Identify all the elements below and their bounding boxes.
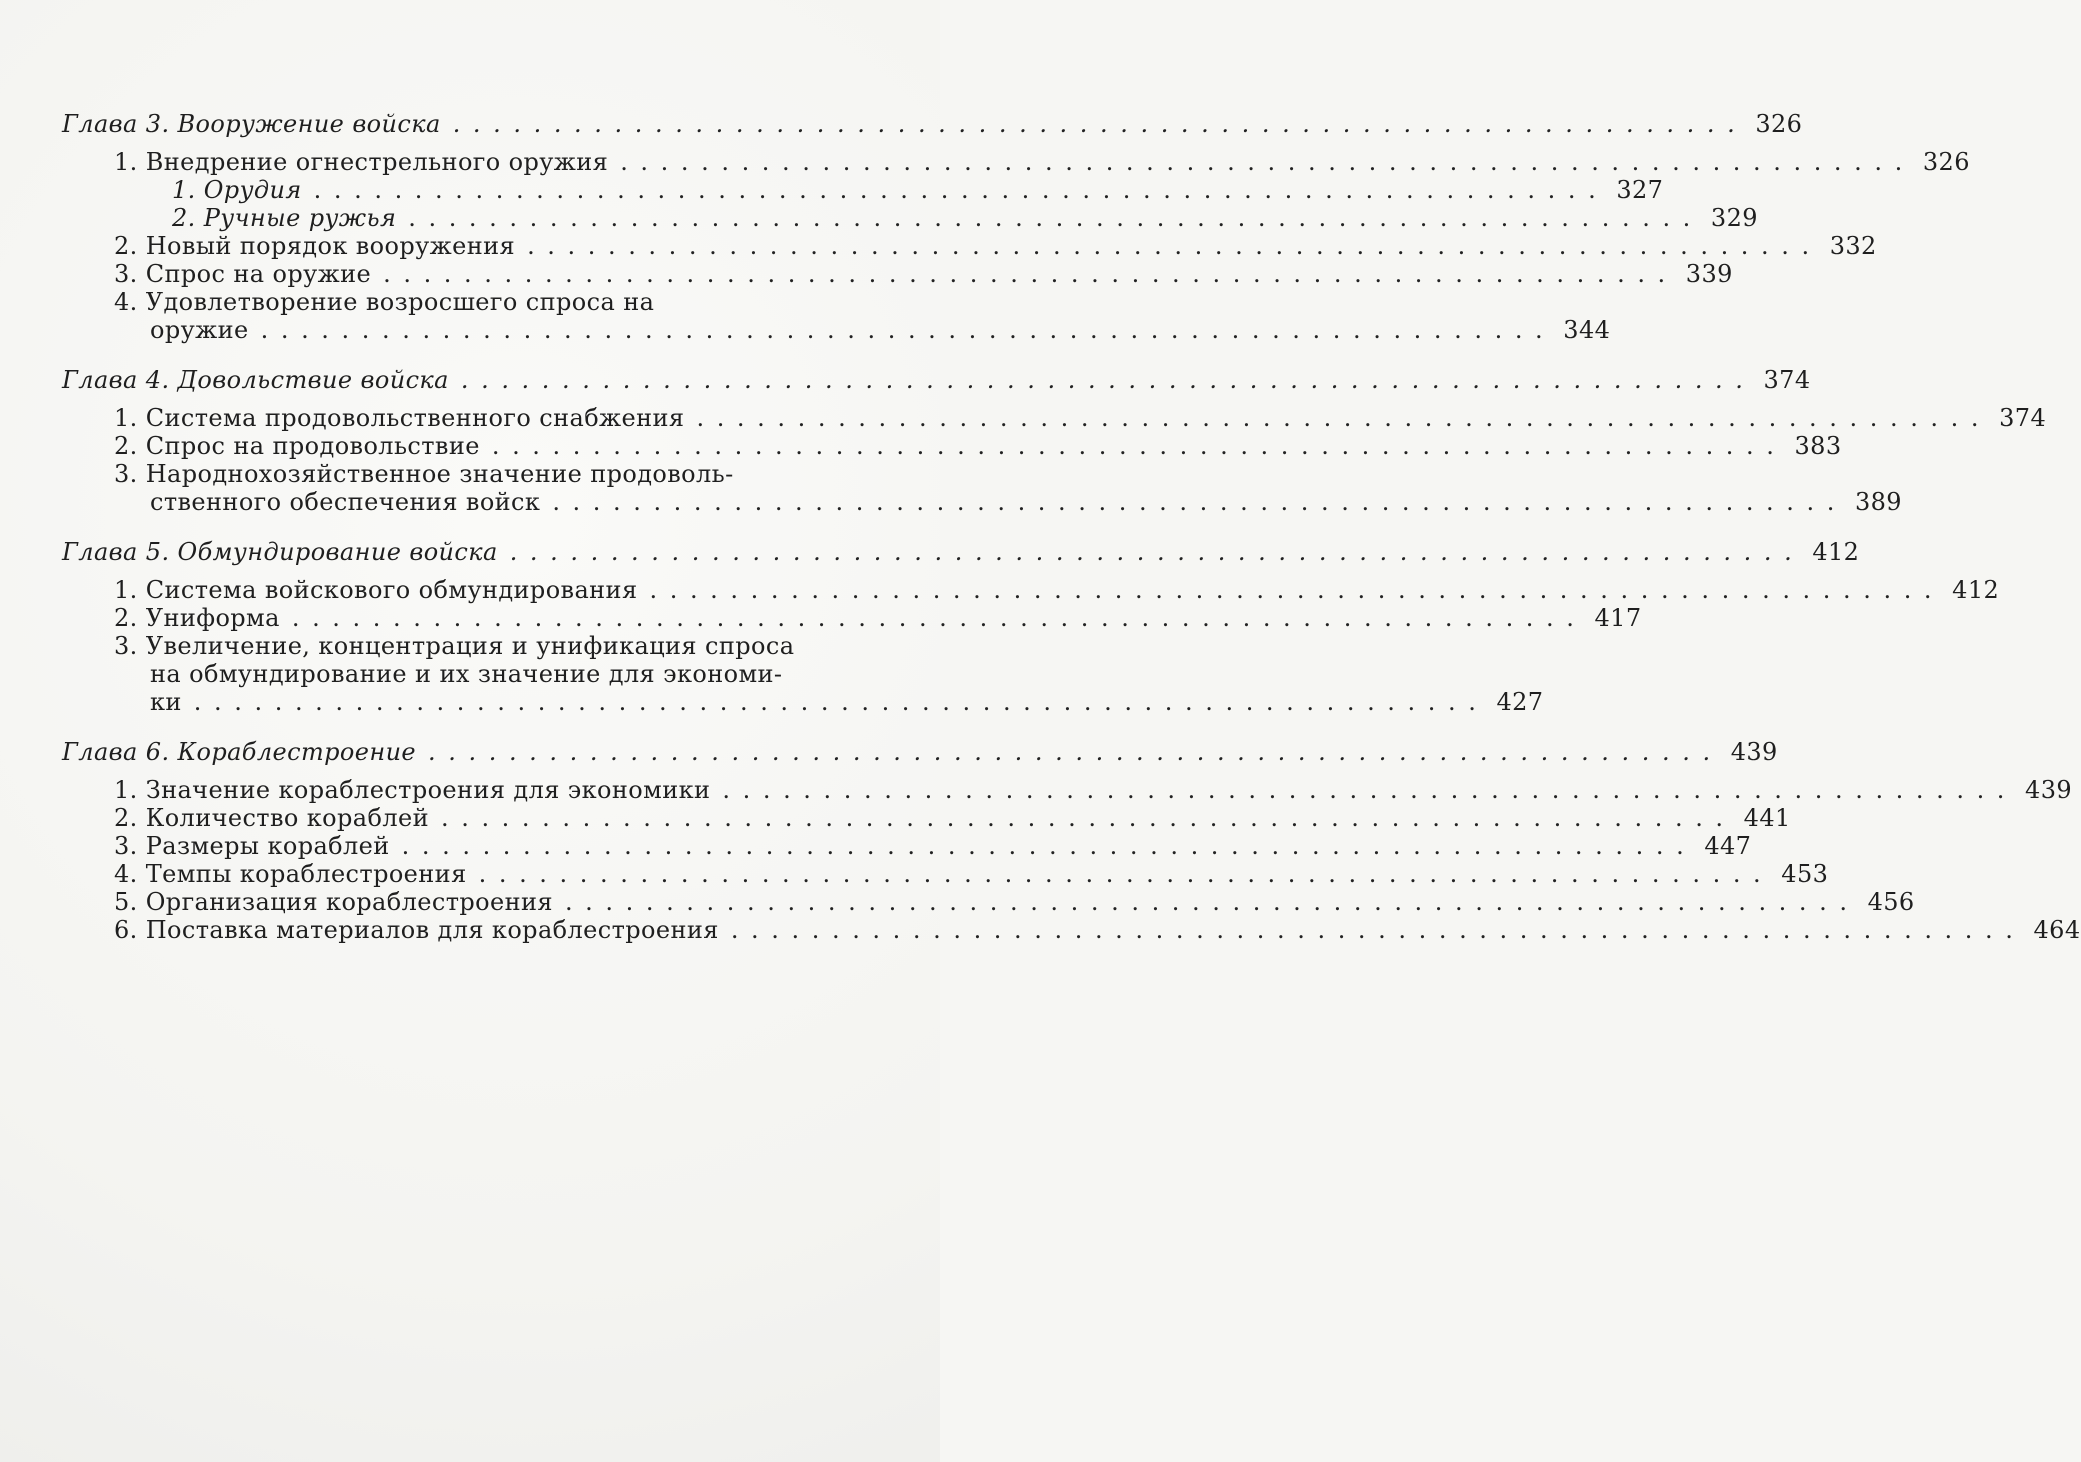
toc-item[interactable] (114, 860, 1829, 888)
item-title: 1. Система войскового обмундирования (114, 576, 638, 604)
toc-subitem[interactable] (172, 176, 1664, 204)
leader-dots: ................................................................ (620, 148, 1915, 176)
toc-item-line[interactable]: 3. Народнохозяйственное значение продоволь- (114, 460, 734, 488)
page-number: 344 (1563, 316, 1611, 344)
leader-dots: ................................................................ (478, 860, 1774, 888)
leader-dots: ................................................................ (730, 916, 2026, 944)
leader-dots: ................................................................ (552, 488, 1847, 516)
chapter-title: Глава 5. Обмундирование войска (62, 538, 498, 566)
page-number: 464 (2033, 916, 2081, 944)
page-number: 327 (1616, 176, 1664, 204)
toc-item[interactable] (114, 432, 1842, 460)
toc-subitem[interactable] (172, 204, 1758, 232)
page-number: 339 (1685, 260, 1733, 288)
leader-dots: ................................................................ (722, 776, 2018, 804)
toc-item[interactable] (114, 576, 2000, 604)
leader-dots: ................................................................ (452, 110, 1748, 138)
leader-dots: ................................................................ (291, 604, 1587, 632)
item-title: 5. Организация кораблестроения (114, 888, 553, 916)
page-number: 329 (1710, 204, 1758, 232)
leader-dots: ................................................................ (193, 688, 1489, 716)
item-title: ки (150, 688, 182, 716)
toc-item[interactable] (114, 148, 1970, 176)
toc-chapter-4[interactable] (62, 366, 1811, 394)
toc-item-line[interactable]: 3. Увеличение, концентрация и унификация спроса (114, 632, 795, 660)
toc-item[interactable] (150, 316, 1611, 344)
page-number: 326 (1755, 110, 1803, 138)
toc-item[interactable] (114, 260, 1733, 288)
item-title: 3. Спрос на оружие (114, 260, 372, 288)
toc-chapter-5[interactable] (62, 538, 1860, 566)
leader-dots: ................................................................ (428, 738, 1723, 766)
item-title: оружие (150, 316, 249, 344)
toc-item[interactable] (114, 832, 1752, 860)
page-number: 383 (1794, 432, 1842, 460)
toc-item[interactable] (150, 488, 1902, 516)
page-number: 439 (1730, 738, 1778, 766)
page-number: 456 (1867, 888, 1915, 916)
page-number: 326 (1922, 148, 1970, 176)
toc-item[interactable] (114, 604, 1642, 632)
page-number: 417 (1594, 604, 1642, 632)
page-number: 412 (1952, 576, 2000, 604)
toc-item-line[interactable]: 4. Удовлетворение возросшего спроса на (114, 288, 655, 316)
toc-item[interactable] (114, 888, 1915, 916)
item-title: 2. Униформа (114, 604, 280, 632)
item-title: 4. Темпы кораблестроения (114, 860, 467, 888)
page-number: 453 (1781, 860, 1829, 888)
page-number: 374 (1999, 404, 2047, 432)
leader-dots: ................................................................ (313, 176, 1609, 204)
leader-dots: ................................................................ (649, 576, 1945, 604)
leader-dots: ................................................................ (696, 404, 1992, 432)
item-title: 1. Система продовольственного снабжения (114, 404, 685, 432)
page-number: 412 (1812, 538, 1860, 566)
leader-dots: ................................................................ (509, 538, 1805, 566)
item-title: 1. Орудия (172, 176, 302, 204)
toc-item[interactable] (114, 232, 1877, 260)
toc-item[interactable] (114, 916, 2081, 944)
chapter-title: Глава 6. Кораблестроение (62, 738, 417, 766)
item-title: ственного обеспечения войск (150, 488, 541, 516)
leader-dots: ................................................................ (441, 804, 1736, 832)
item-title: 1. Значение кораблестроения для экономики (114, 776, 711, 804)
toc-chapter-6[interactable] (62, 738, 1778, 766)
item-title: 2. Новый порядок вооружения (114, 232, 516, 260)
page-number: 441 (1743, 804, 1791, 832)
leader-dots: ................................................................ (564, 888, 1860, 916)
toc-item[interactable] (150, 688, 1544, 716)
toc-item[interactable] (114, 804, 1791, 832)
page-number: 439 (2025, 776, 2073, 804)
toc-item-line[interactable]: на обмундирование и их значение для экономи- (150, 660, 783, 688)
toc-item[interactable] (114, 404, 2047, 432)
leader-dots: ................................................................ (260, 316, 1556, 344)
leader-dots: ................................................................ (460, 366, 1756, 394)
page-number: 389 (1854, 488, 1902, 516)
item-title: 2. Ручные ружья (172, 204, 397, 232)
item-title: 6. Поставка материалов для кораблестроения (114, 916, 719, 944)
page-number: 374 (1763, 366, 1811, 394)
page-number: 332 (1829, 232, 1877, 260)
item-title: 1. Внедрение огнестрельного оружия (114, 148, 609, 176)
item-title: 2. Количество кораблей (114, 804, 429, 832)
chapter-title: Глава 4. Довольствие войска (62, 366, 449, 394)
leader-dots: ................................................................ (408, 204, 1703, 232)
leader-dots: ................................................................ (491, 432, 1787, 460)
leader-dots: ................................................................ (383, 260, 1678, 288)
page-number: 427 (1496, 688, 1544, 716)
leader-dots: ................................................................ (401, 832, 1697, 860)
leader-dots: ................................................................ (527, 232, 1822, 260)
item-title: 2. Спрос на продовольствие (114, 432, 480, 460)
chapter-title: Глава 3. Вооружение войска (62, 110, 441, 138)
toc-item[interactable] (114, 776, 2073, 804)
page-number: 447 (1704, 832, 1752, 860)
toc-chapter-3[interactable] (62, 110, 1803, 138)
item-title: 3. Размеры кораблей (114, 832, 390, 860)
